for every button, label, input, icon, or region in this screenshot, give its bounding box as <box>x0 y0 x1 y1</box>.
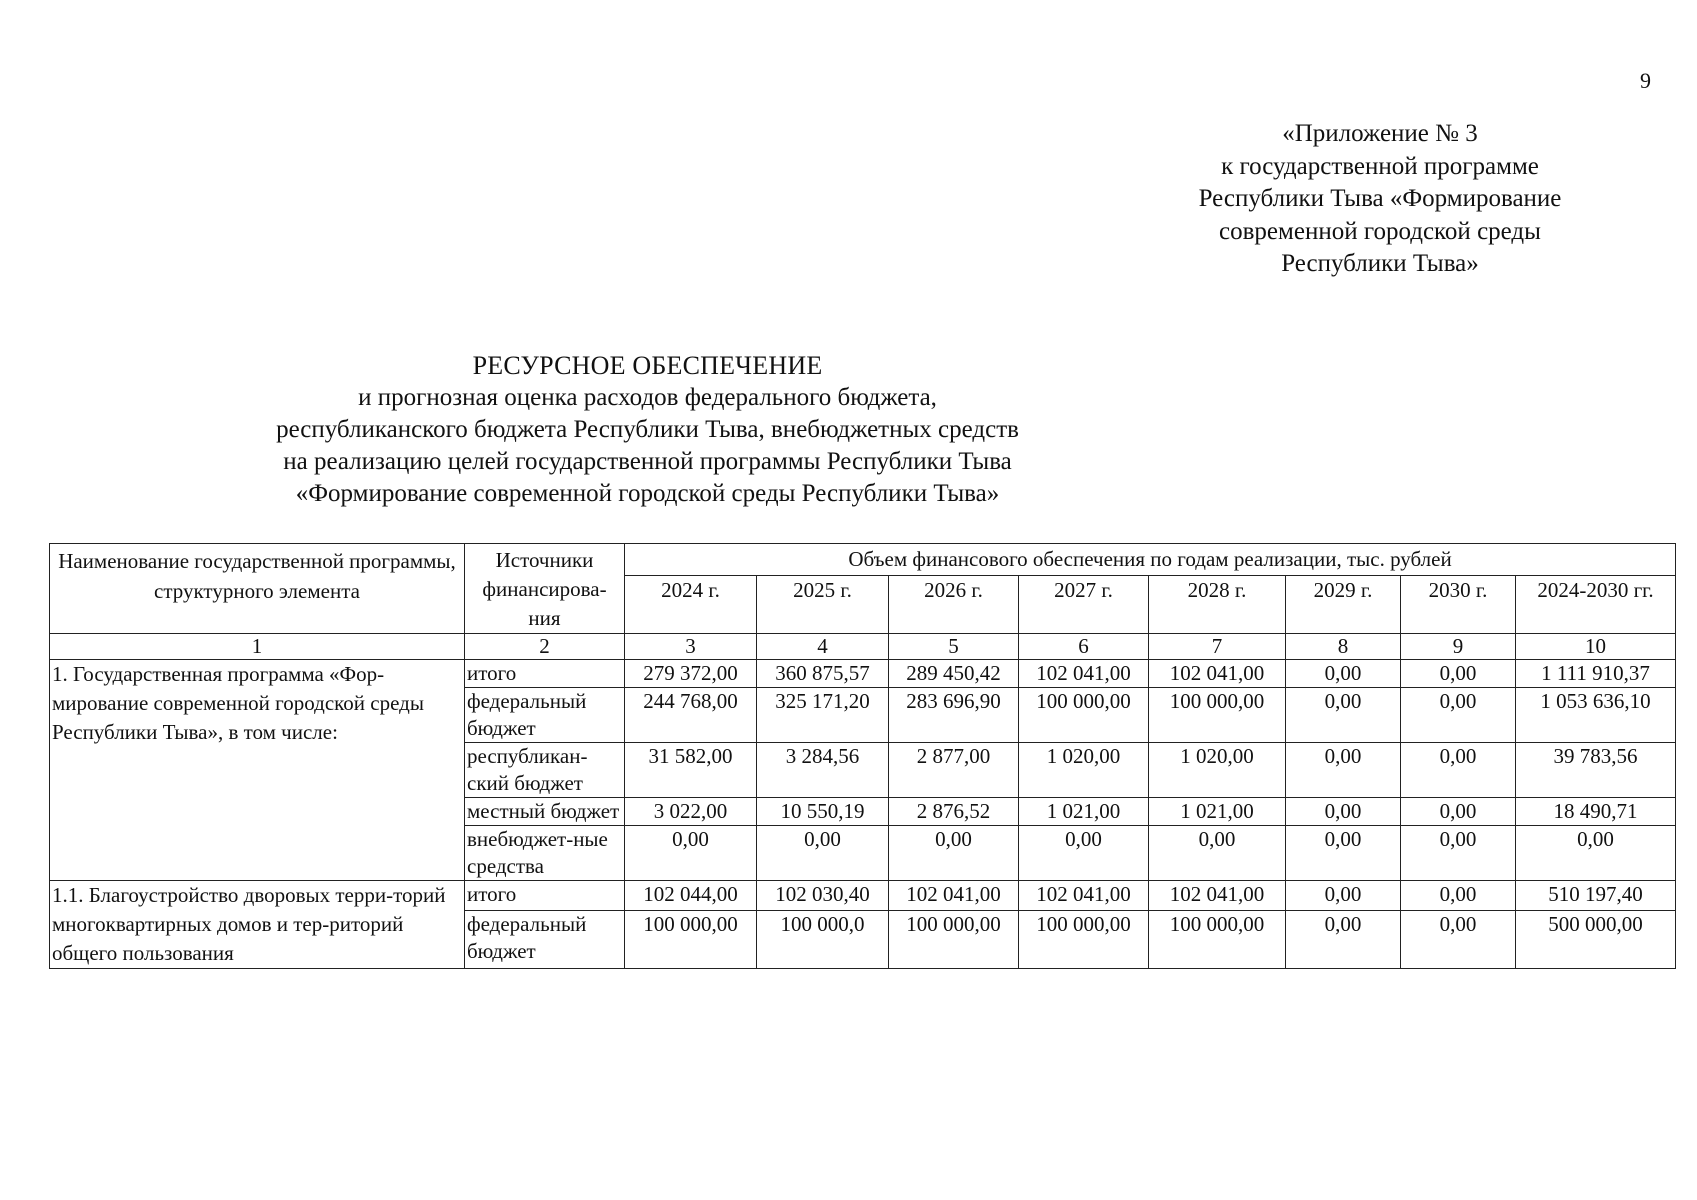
column-number: 7 <box>1149 634 1286 660</box>
value-cell: 0,00 <box>757 826 889 881</box>
header-year: 2028 г. <box>1149 576 1286 634</box>
table-row <box>50 660 1676 688</box>
value-cell: 0,00 <box>1286 743 1401 798</box>
value-cell: 0,00 <box>1516 826 1676 881</box>
title-line: республиканского бюджета Республики Тыва, внебюджетных средств <box>276 416 1019 443</box>
header-year: 2029 г. <box>1286 576 1401 634</box>
header-year: 2025 г. <box>757 576 889 634</box>
value-cell: 1 020,00 <box>1019 743 1149 798</box>
appendix-line: к государственной программе <box>1221 152 1539 180</box>
column-number: 8 <box>1286 634 1401 660</box>
title-line: «Формирование современной городской среды Республики Тыва» <box>295 480 1000 507</box>
value-cell: 0,00 <box>1286 881 1401 911</box>
value-cell: 39 783,56 <box>1516 743 1676 798</box>
value-cell: 102 044,00 <box>625 881 757 911</box>
value-cell: 10 550,19 <box>757 798 889 826</box>
value-cell: 1 021,00 <box>1149 798 1286 826</box>
value-cell: 0,00 <box>1401 688 1516 743</box>
appendix-line: современной городской среды <box>1219 217 1541 245</box>
value-cell: 283 696,90 <box>889 688 1019 743</box>
value-cell: 102 041,00 <box>1149 881 1286 911</box>
value-cell: 510 197,40 <box>1516 881 1676 911</box>
value-cell: 360 875,57 <box>757 660 889 688</box>
header-year: 2030 г. <box>1401 576 1516 634</box>
value-cell: 500 000,00 <box>1516 910 1676 968</box>
value-cell: 100 000,00 <box>1149 688 1286 743</box>
title-line: на реализацию целей государственной программы Республики Тыва <box>283 448 1012 475</box>
header-name-column: Наименование государственной программы, структурного элемента <box>50 544 465 634</box>
column-number: 6 <box>1019 634 1149 660</box>
value-cell: 100 000,00 <box>1149 910 1286 968</box>
value-cell: 100 000,00 <box>625 910 757 968</box>
header-source-column: Источники финансирова-ния <box>465 544 625 634</box>
value-cell: 3 022,00 <box>625 798 757 826</box>
value-cell: 279 372,00 <box>625 660 757 688</box>
column-number-row <box>50 634 1676 660</box>
title-line: и прогнозная оценка расходов федерального бюджета, <box>358 384 937 411</box>
value-cell: 289 450,42 <box>889 660 1019 688</box>
value-cell: 0,00 <box>1401 881 1516 911</box>
column-number: 1 <box>50 634 465 660</box>
value-cell: 102 041,00 <box>1019 660 1149 688</box>
column-number: 5 <box>889 634 1019 660</box>
structural-element-name: 1.1. Благоустройство дворовых терри-торий многоквартирных домов и тер-риторий общего пользования <box>50 881 465 969</box>
value-cell: 0,00 <box>1286 798 1401 826</box>
column-number: 9 <box>1401 634 1516 660</box>
value-cell: 0,00 <box>1286 660 1401 688</box>
value-cell: 0,00 <box>1286 688 1401 743</box>
value-cell: 0,00 <box>1401 743 1516 798</box>
appendix-line: «Приложение № 3 <box>1282 120 1478 147</box>
value-cell: 0,00 <box>1019 826 1149 881</box>
funding-source: итого <box>465 881 625 911</box>
appendix-line: Республики Тыва» <box>1281 250 1479 277</box>
value-cell: 102 041,00 <box>889 881 1019 911</box>
value-cell: 1 053 636,10 <box>1516 688 1676 743</box>
value-cell: 244 768,00 <box>625 688 757 743</box>
column-number: 3 <box>625 634 757 660</box>
value-cell: 2 876,52 <box>889 798 1019 826</box>
value-cell: 31 582,00 <box>625 743 757 798</box>
value-cell: 0,00 <box>1286 910 1401 968</box>
value-cell: 1 020,00 <box>1149 743 1286 798</box>
value-cell: 0,00 <box>1401 910 1516 968</box>
value-cell: 102 041,00 <box>1149 660 1286 688</box>
value-cell: 0,00 <box>1401 660 1516 688</box>
page-number: 9 <box>1640 68 1651 93</box>
value-cell: 0,00 <box>1286 826 1401 881</box>
value-cell: 325 171,20 <box>757 688 889 743</box>
funding-source: местный бюджет <box>465 798 625 826</box>
value-cell: 1 021,00 <box>1019 798 1149 826</box>
appendix-header <box>1160 118 1600 281</box>
appendix-line: Республики Тыва «Формирование <box>1198 185 1562 212</box>
value-cell: 0,00 <box>889 826 1019 881</box>
funding-source: федеральный бюджет <box>465 910 625 968</box>
title-heading: РЕСУРСНОЕ ОБЕСПЕЧЕНИЕ <box>472 351 823 380</box>
program-name: 1. Государственная программа «Фор-мирование современной городской среды Республики Тыва», в том числе: <box>50 660 465 881</box>
value-cell: 18 490,71 <box>1516 798 1676 826</box>
value-cell: 100 000,00 <box>1019 910 1149 968</box>
value-cell: 100 000,00 <box>1019 688 1149 743</box>
value-cell: 100 000,0 <box>757 910 889 968</box>
header-year: 2024 г. <box>625 576 757 634</box>
funding-source: внебюджет-ные средства <box>465 826 625 881</box>
column-number: 4 <box>757 634 889 660</box>
column-number: 2 <box>465 634 625 660</box>
table-row <box>50 881 1676 911</box>
document-title <box>276 350 1019 510</box>
value-cell: 2 877,00 <box>889 743 1019 798</box>
value-cell: 3 284,56 <box>757 743 889 798</box>
value-cell: 102 041,00 <box>1019 881 1149 911</box>
funding-source: итого <box>465 660 625 688</box>
funding-source: республикан-ский бюджет <box>465 743 625 798</box>
header-year: 2027 г. <box>1019 576 1149 634</box>
value-cell: 0,00 <box>625 826 757 881</box>
budget-table <box>49 543 1676 969</box>
header-volume-group: Объем финансового обеспечения по годам реализации, тыс. рублей <box>625 544 1676 576</box>
value-cell: 100 000,00 <box>889 910 1019 968</box>
value-cell: 0,00 <box>1401 826 1516 881</box>
funding-source: федеральный бюджет <box>465 688 625 743</box>
header-year: 2024-2030 гг. <box>1516 576 1676 634</box>
value-cell: 1 111 910,37 <box>1516 660 1676 688</box>
value-cell: 0,00 <box>1401 798 1516 826</box>
column-number: 10 <box>1516 634 1676 660</box>
value-cell: 0,00 <box>1149 826 1286 881</box>
header-year: 2026 г. <box>889 576 1019 634</box>
value-cell: 102 030,40 <box>757 881 889 911</box>
